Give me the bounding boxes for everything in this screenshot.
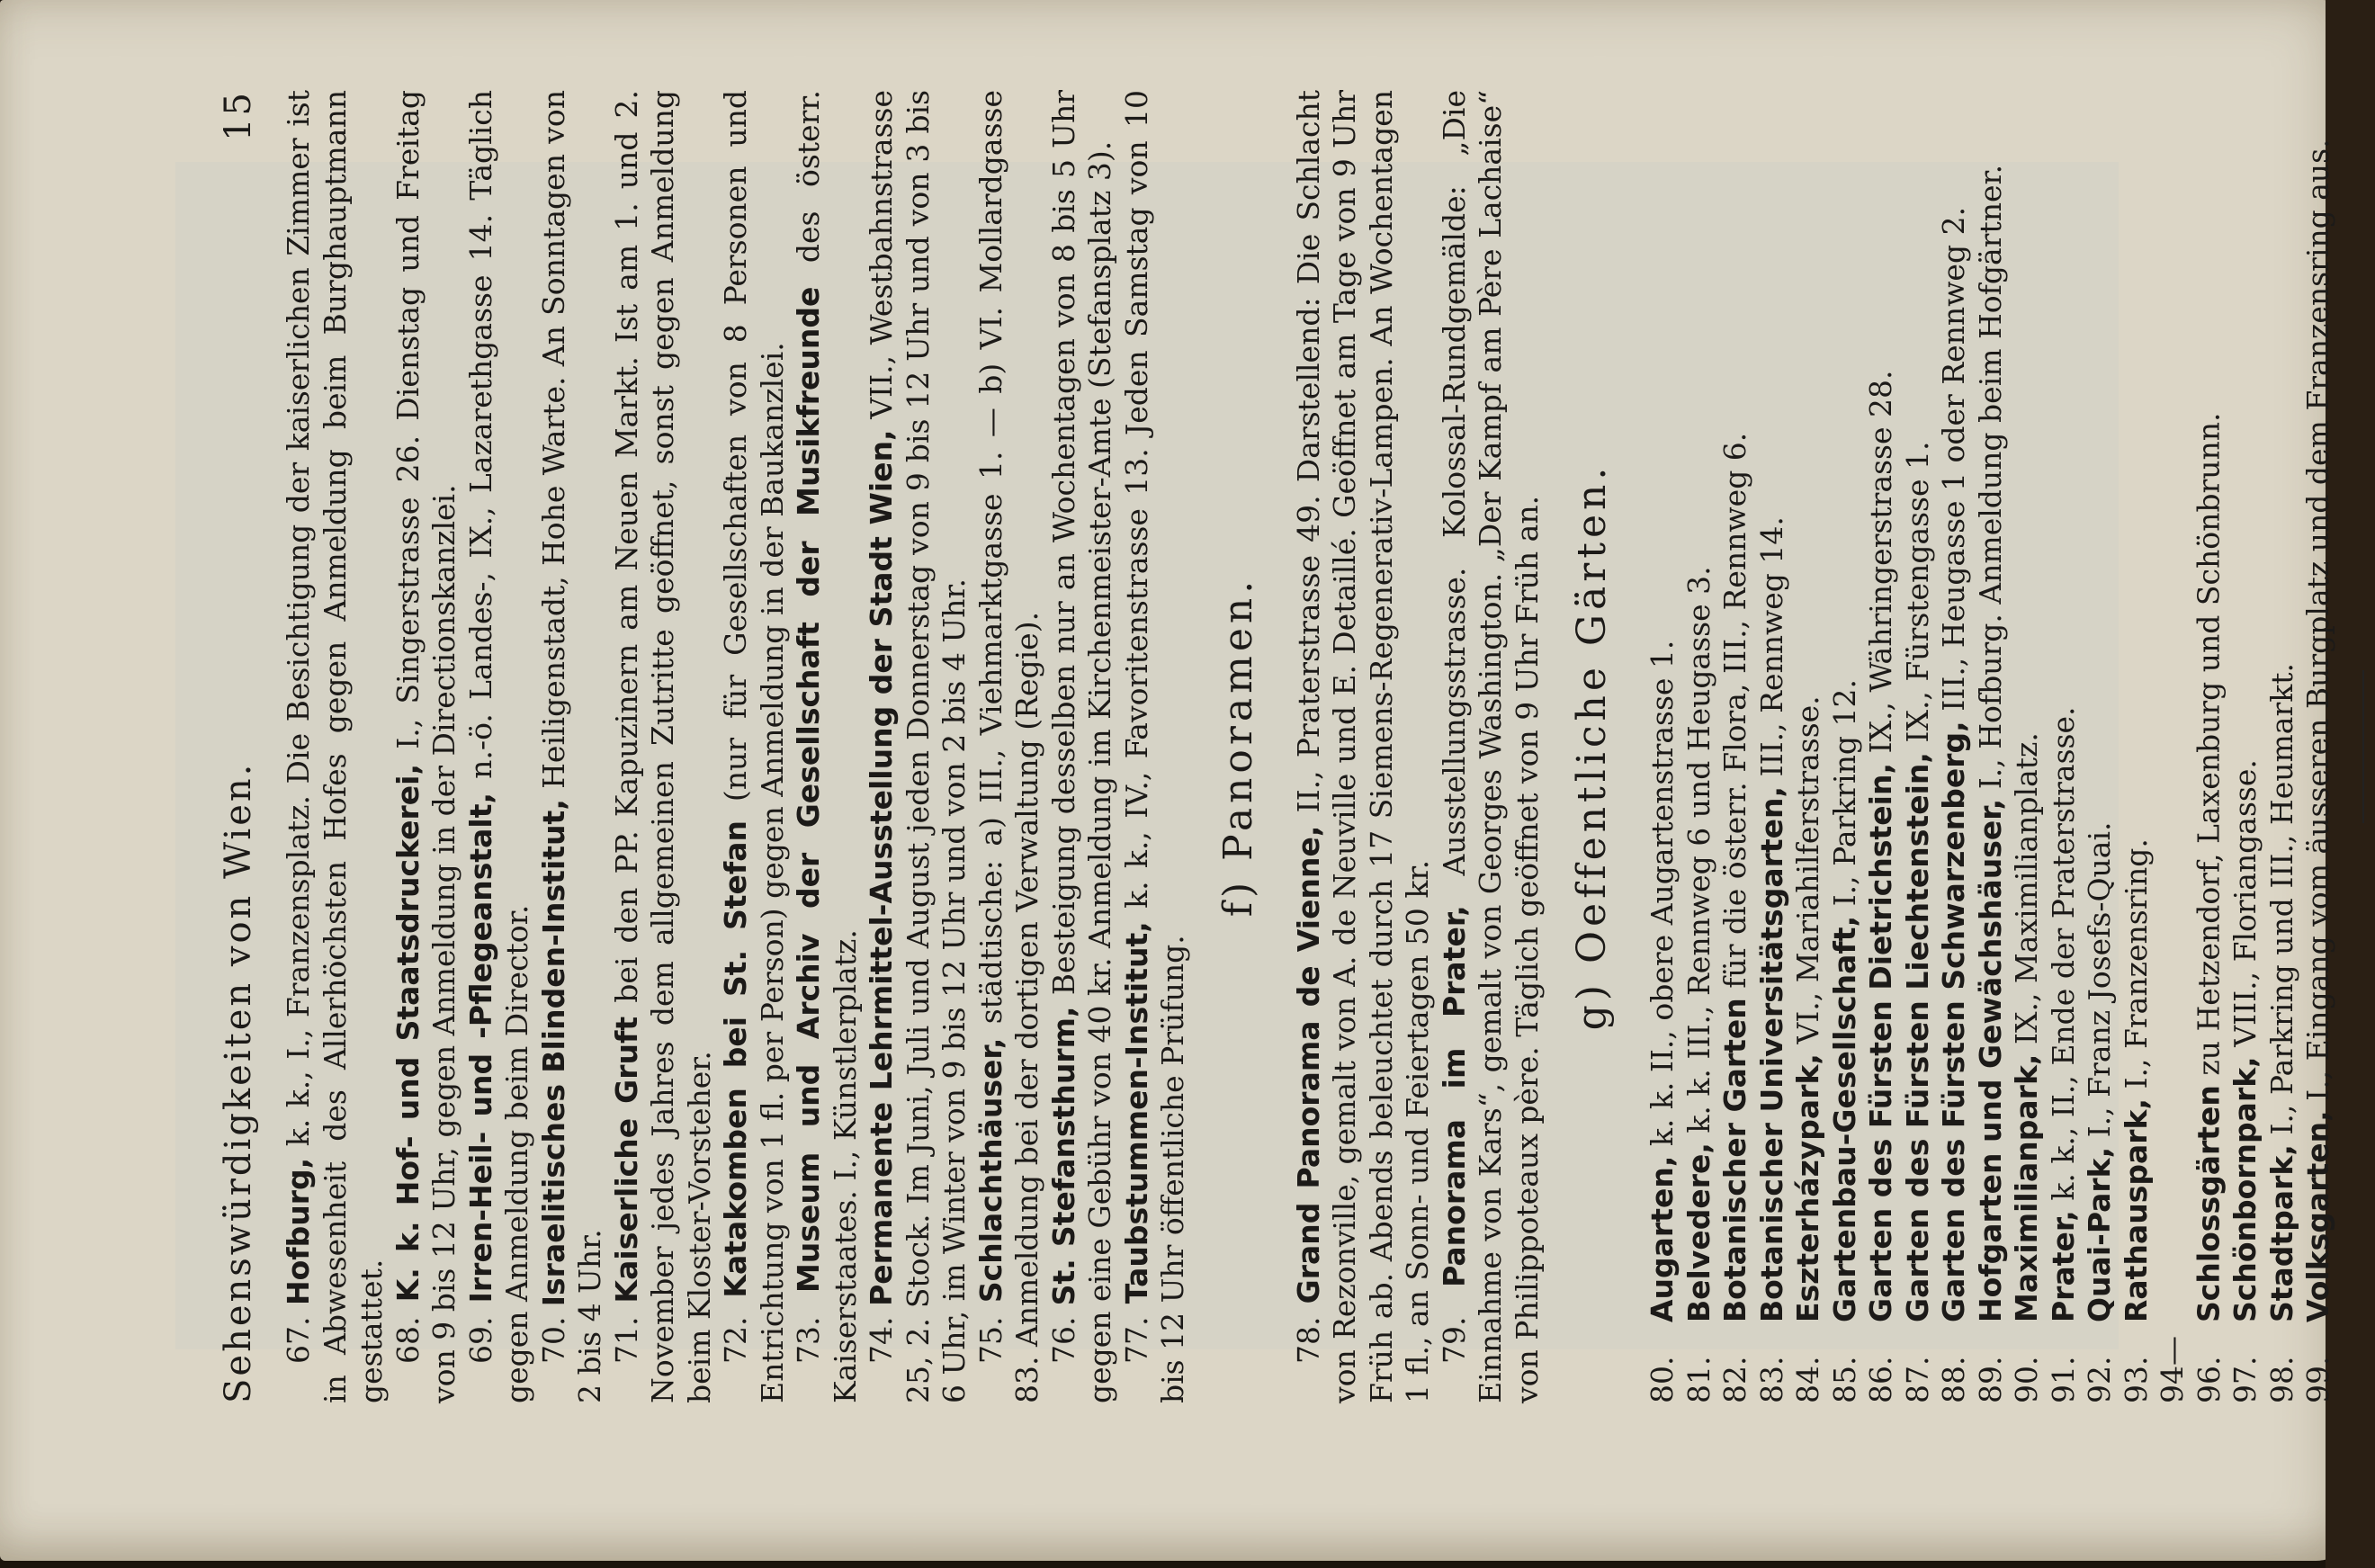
entry-text: VII., Westbahnstrasse 25, 2. Stock. Im Juni, Juli und August jeden Donnerstag von 9 bis 12 Uhr und von 3 bis 6 Uhr, im Winter von 9 bis 12 Uhr und von 2 bis 4 Uhr. [864,90,972,1403]
item-number: 91. [2045,1356,2081,1403]
entry-number: 73. [791,1293,826,1364]
garden-item [2155,90,2227,1403]
entry-paragraph [536,90,609,1403]
entry-paragraph [973,90,1046,1403]
entry-text: n.-ö. Landes-, IX., Lazarethgasse 14. Täglich gegen Anmeldung beim Director. [462,90,534,1403]
closing-rule [2362,670,2364,823]
item-text: zu Hetzendorf, Laxenburg und Schönbrunn. [2191,412,2227,1086]
item-text: III., Rennweg 14. [1753,516,1789,786]
item-title: Rathauspark, [2118,1098,2154,1322]
entry-title: Museum und Archiv der Gesellschaft der Musikfreunde [791,286,826,1294]
entry-number: 71. [608,1303,644,1364]
garden-item [1900,90,1937,1403]
entry-title: Panorama im Prater, [1436,905,1472,1287]
item-text: I., Franzensring. [2118,838,2154,1098]
item-number: 87. [1899,1356,1935,1403]
item-title: Schlossgärten [2191,1085,2227,1322]
item-text: I., Parkring 12. [1826,679,1862,916]
entry-paragraph [1291,90,1437,1403]
item-number: 98. [2263,1356,2299,1403]
item-text: VIII., Floriangasse. [2227,759,2263,1057]
item-title: Eszterházypark, [1790,1053,1825,1322]
item-number: 89. [1972,1356,2008,1403]
item-text: k. k., II., Ende der Praterstrasse. [2045,706,2081,1211]
item-number: 84. [1790,1356,1825,1403]
entry-number: 78. [1290,1304,1326,1364]
entry-paragraph [791,90,864,1403]
item-number: 85. [1826,1356,1862,1403]
item-text: I., Eingang vom äusseren Burgplatz und dem Franzensring aus. [2300,139,2335,1111]
entry-paragraph [718,90,791,1403]
item-text: I., Hofburg. Anmeldung beim Hofgärtner. [1972,164,2008,799]
item-title: Garten des Fürsten Schwarzenberg, [1936,721,1971,1322]
entry-title: Israelitisches Blinden-Institut, [535,799,571,1307]
item-text: k. k. III., Rennweg 6 und Heugasse 3. [1680,566,1716,1143]
entry-title: Grand Panorama de Vienne, [1290,825,1326,1304]
item-number: 92. [2082,1356,2117,1403]
item-title: Schönbornpark, [2227,1056,2263,1322]
entry-number: 67. [281,1304,316,1364]
garden-item [2082,90,2119,1403]
entry-title: K. k. Hof- und Staatsdruckerei, [390,764,426,1303]
entry-paragraph [390,90,463,1403]
entry-text: (nur für Gesellschaften von 8 Personen und Entrichtung von 1 fl. per Person) gegen Anmeldung in der Baukanzlei. [718,90,790,1403]
panorama-entries [1291,90,1546,1403]
entry-text: bei den PP. Kapuzinern am Neuen Markt. Ist am 1. und 2. November jedes Jahres dem allgemeinen Zutritte geöffnet, sonst gegen Anmeldung beim Kloster-Vorsteher. [608,90,717,1403]
item-title: Hofgarten und Gewächshäuser, [1972,798,2008,1322]
item-title: Volksgarten, [2300,1110,2335,1322]
entry-number: 79. [1436,1286,1472,1364]
entry-title: Irren-Heil- und -Pflegeanstalt, [462,792,498,1304]
entry-text: Besteigung desselben nur an Wochentagen von 8 bis 5 Uhr gegen eine Gebühr von 40 kr. Anmeldung im Kirchenmeister-Amte (Stefansplatz 3). [1045,90,1117,1403]
entries-list [281,90,1192,1403]
item-title: Augarten, [1645,1155,1680,1322]
garden-item [1973,90,2010,1403]
item-number: 97. [2227,1356,2263,1403]
item-number: 81. [1680,1356,1716,1403]
entry-title: Hofburg, [281,1157,316,1305]
entry-text: I., Singerstrasse 26. Dienstag und Freitag von 9 bis 12 Uhr, gegen Anmeldung in der Directionskanzlei. [390,90,462,1403]
entry-paragraph [609,90,719,1403]
entry-number: 76. [1045,1305,1081,1364]
item-number: 83. [1753,1356,1789,1403]
entry-text: städtische: a) III., Viehmarktgasse 1. — b) VI. Mollardgasse 83. Anmeldung bei der dortigen Verwaltung (Regie). [972,90,1044,1403]
running-title: Sehenswürdigkeiten von Wien. [218,761,259,1403]
item-text: für die österr. Flora, III., Rennweg 6. [1717,432,1752,999]
garden-item [1790,90,1827,1403]
item-text: I., Parkring und III., Heumarkt. [2263,663,2299,1145]
entry-number: 74. [864,1305,899,1364]
garden-item [2300,90,2337,1403]
entry-title: Katakomben bei St. Stefan [718,820,753,1298]
entry-text: k. k., I., Franzensplatz. Die Besichtigung der kaiserlichen Zimmer ist in Abwesenheit des Allerhöchsten Hofes gegen Anmeldung beim Burghauptmann gestattet. [281,90,389,1403]
entry-number: 70. [535,1306,571,1364]
entry-title: Kaiserliche Gruft [608,1016,644,1304]
item-title: Belvedere, [1680,1142,1716,1322]
garden-item [1863,90,1900,1403]
entry-text: Heiligenstadt, Hohe Warte. An Sonntagen von 2 bis 4 Uhr. [535,90,607,1403]
entry-number: 69. [462,1303,498,1364]
entry-paragraph [1437,90,1546,1403]
entry-number: 75. [972,1303,1008,1364]
garden-item [1936,90,1973,1403]
item-text: I., Franz Josefs-Quai. [2082,821,2117,1147]
section-heading-gaerten: g) Oeffentliche Gärten. [1569,462,1615,1031]
entry-number: 77. [1118,1304,1154,1364]
item-number: 86. [1863,1356,1898,1403]
garden-item [1754,90,1791,1403]
item-text: IX., Fürstengasse 1. [1899,441,1935,753]
item-number: 82. [1717,1356,1752,1403]
item-title: Gartenbau-Gesellschaft, [1826,915,1862,1322]
item-text: IX., Währingerstrasse 28. [1863,370,1898,763]
entry-paragraph [1046,90,1119,1403]
garden-item [2264,90,2301,1403]
garden-item [2227,90,2264,1403]
entry-paragraph [864,90,973,1403]
item-number: 80. [1645,1356,1680,1403]
item-title: Garten des Fürsten Dietrichstein, [1863,763,1898,1322]
garden-item [1717,90,1754,1403]
entry-paragraph [1119,90,1192,1403]
item-number: 99. [2300,1356,2335,1403]
entry-paragraph [463,90,536,1403]
section-heading-panoramen: f) Panoramen. [1214,576,1261,918]
entry-text: II., Praterstrasse 49. Darstellend: Die Schlacht von Rezonville, gemalt von A. de Neuville und E. Detaillé. Geöffnet am Tage von 9 Uhr Früh ab. Abends beleuchtet durch 17 Siemens-Regenerativ-Lampen. An Wochentagen 1 fl., an Sonn- und Feiertagen 50 kr. [1290,89,1435,1403]
item-title: Quai-Park, [2082,1146,2117,1322]
garden-item [1827,90,1864,1403]
entry-title: St. Stefansthurm, [1045,1006,1081,1306]
item-text: III., Heugasse 1 oder Rennweg 2. [1936,206,1971,721]
page-number: 15 [218,90,259,141]
garden-item [2046,90,2083,1403]
item-text: VI., Mariahilferstrasse. [1790,695,1825,1054]
entry-text: des österr. Kaiserstaates. I., Künstlerplatz. [791,90,863,1403]
garden-item [2119,90,2155,1403]
entry-title: Schlachthäuser, [972,1037,1008,1304]
item-title: Botanischer Universitätsgarten, [1753,785,1789,1322]
item-number: 94—96. [2155,1336,2227,1403]
entry-paragraph [281,90,390,1403]
item-number: 88. [1936,1356,1971,1403]
running-header [216,90,261,1403]
item-title: Botanischer Garten [1717,998,1752,1322]
entry-text: Ausstellungsstrasse. Kolossal-Rundgemälde: „Die Einnahme von Kars“, gemalt von Georges Washington. „Der Kampf am Père Lachaise“ von Philippoteaux père. Täglich geöffnet von 9 Uhr Früh an. [1436,89,1545,1403]
item-title: Garten des Fürsten Liechtenstein, [1899,752,1935,1322]
item-title: Stadtpark, [2263,1144,2299,1322]
item-number: 93. [2118,1356,2154,1403]
garden-item [1681,90,1718,1403]
entry-text: k. k., IV., Favoritenstrasse 13. Jeden Samstag von 10 bis 12 Uhr öffentliche Prüfung. [1118,90,1190,1403]
item-number: 90. [2009,1356,2044,1403]
entry-title: Taubstummen-Institut, [1118,921,1154,1304]
garden-item [1645,90,1681,1403]
item-text: IX., Maximilianplatz. [2009,732,2044,1054]
garden-item [2009,90,2046,1403]
item-title: Maximilianpark, [2009,1053,2044,1322]
entry-title: Permanente Lehrmittel-Ausstellung der Stadt Wien, [864,429,899,1306]
rotated-text-block [216,89,2335,1403]
page-content [216,90,2364,1403]
garden-list [1645,90,2337,1403]
entry-number: 68. [390,1302,426,1364]
item-text: k. k. II., obere Augartenstrasse 1. [1645,640,1680,1156]
item-title: Prater, [2045,1210,2081,1322]
entry-number: 72. [718,1297,753,1364]
